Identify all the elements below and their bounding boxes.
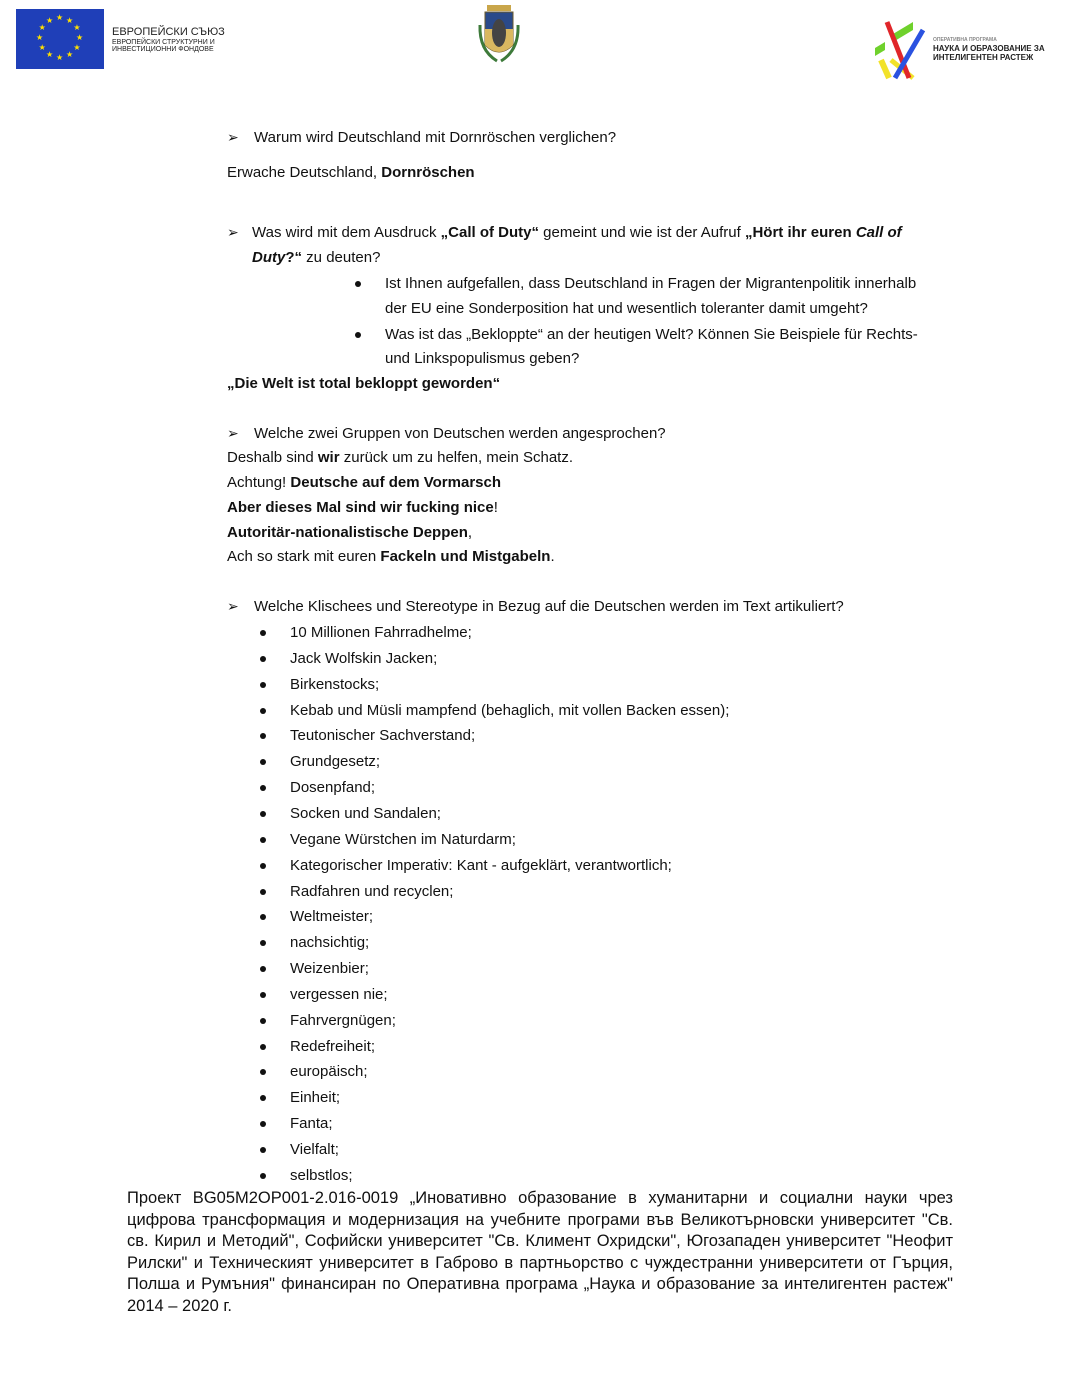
list-item: Teutonischer Sachverstand; [290, 727, 476, 745]
text-line [227, 448, 573, 468]
text-line [252, 248, 380, 268]
text-line [227, 547, 555, 567]
arrow-bullet-icon: ➢ [227, 224, 239, 240]
text-line [385, 349, 579, 369]
text-run: zurück um zu helfen, mein Schatz. [339, 449, 574, 466]
text-run: gemeint und wie ist der Aufruf [539, 224, 745, 241]
bullet-icon [260, 1147, 266, 1153]
list-item: 10 Millionen Fahrradhelme; [290, 624, 472, 641]
eu-star-icon: ★ [56, 13, 64, 22]
text-line [254, 424, 666, 444]
list-item: selbstlos; [290, 1166, 353, 1184]
list-item: Fanta; [290, 1115, 333, 1133]
eu-star-icon: ★ [38, 43, 46, 52]
bullet-icon [260, 889, 266, 895]
bullet-icon [260, 914, 266, 920]
list-item: Weizenbier; [290, 960, 369, 978]
text-line [385, 325, 918, 345]
operational-programme-logo [873, 20, 933, 80]
bullet-icon [260, 1069, 266, 1075]
text-run: Was ist das „Bekloppte“ an der heutigen Welt? Können Sie Beispiele für Rechts- [385, 326, 918, 343]
text-run: Deshalb sind [227, 449, 318, 466]
eu-flag-logo [16, 9, 104, 69]
text-run: zu deuten? [302, 249, 381, 266]
text-run: Was wird mit dem Ausdruck [252, 224, 441, 241]
text-run: „Hört ihr euren [744, 224, 856, 241]
bullet-icon [260, 966, 266, 972]
text-run: Ist Ihnen aufgefallen, dass Deutschland in Fragen der Migrantenpolitik innerhalb [385, 275, 917, 292]
list-item: Vegane Würstchen im Naturdarm; [290, 830, 516, 848]
bullet-icon [260, 733, 266, 739]
arrow-bullet-icon: ➢ [227, 598, 239, 614]
text-line [385, 274, 916, 294]
op-logo-small: ОПЕРАТИВНА ПРОГРАМА [933, 37, 997, 43]
list-item: Weltmeister; [290, 908, 374, 926]
bullet-icon [260, 1044, 266, 1050]
bullet-icon [260, 992, 266, 998]
text-run: Erwache Deutschland, [227, 164, 382, 181]
text-run: ! [493, 499, 498, 516]
list-item: nachsichtig; [290, 934, 370, 952]
list-item: Dosenpfand; [290, 779, 376, 797]
list-item: Kategorischer Imperativ: Kant - aufgeklärt, verantwortlich; [290, 856, 672, 874]
bullet-icon [260, 811, 266, 817]
text-run: Aber dieses Mal sind wir fucking nice [227, 499, 494, 516]
eu-star-icon: ★ [36, 33, 44, 42]
list-item: Jack Wolfskin Jacken; [290, 649, 438, 667]
op-logo-line2: ИНТЕЛИГЕНТЕН РАСТЕЖ [933, 53, 1034, 62]
arrow-bullet-icon: ➢ [227, 425, 239, 441]
bullet-icon [260, 630, 266, 636]
eu-star-icon: ★ [38, 23, 46, 32]
text-run: „Die Welt ist total bekloppt geworden“ [227, 375, 501, 392]
eu-star-icon: ★ [66, 50, 74, 60]
bullet-icon [260, 940, 266, 946]
list-item: Socken und Sandalen; [290, 804, 441, 822]
list-item: Einheit; [290, 1089, 341, 1107]
text-run: „Call of Duty“ [440, 224, 540, 241]
bullet-icon [260, 1095, 266, 1101]
eu-star-icon: ★ [73, 23, 81, 32]
text-run: Call of [855, 224, 902, 241]
list-item: Kebab und Müsli mampfend (behaglich, mit vollen Backen essen); [290, 701, 730, 719]
op-logo-line1: НАУКА И ОБРАЗОВАНИЕ ЗА [933, 44, 1045, 53]
text-run: der EU eine Sonderposition hat und wesentlich toleranter damit umgeht? [385, 300, 868, 317]
eu-logo-line1: ЕВРОПЕЙСКИ СТРУКТУРНИ И [112, 39, 215, 46]
list-item: Grundgesetz; [290, 753, 381, 771]
list-item: Radfahren und recyclen; [290, 882, 454, 900]
list-item: Fahrvergnügen; [290, 1011, 396, 1029]
text-run: Ach so stark mit euren [227, 548, 381, 565]
list-item: vergessen nie; [290, 985, 388, 1003]
text-run: Autoritär-nationalistische Deppen [227, 524, 468, 541]
text-line [385, 299, 868, 319]
arrow-bullet-icon: ➢ [227, 129, 239, 145]
eu-star-icon: ★ [73, 43, 81, 52]
project-footer: Проект BG05M2OP001-2.016-0019 „Иновативно образование в хуманитарни и социални науки чрез цифрова трансформация и модернизация на учебните програми във Великотърновски университет "Св. св. Кирил и Методий", Софийски университет "Св. Климент Охридски", Югозападен университет "Неофит Рилски" и Техническият университет в Габрово в партньорство с чуждестранни университети от Гърция, Полша и Румъния" финансиран по Оперативна програма „Наука и образование за интелигентен растеж" 2014 – 2020 г. [127, 1189, 953, 1315]
bullet-icon [260, 1018, 266, 1024]
text-run: Dornröschen [381, 164, 475, 181]
text-run: ?“ [285, 249, 303, 266]
text-run: Duty [252, 249, 286, 266]
list-item: europäisch; [290, 1063, 368, 1081]
text-line [254, 128, 616, 148]
text-line [227, 523, 472, 543]
text-run: und Linkspopulismus geben? [385, 350, 580, 367]
text-line [254, 597, 844, 617]
text-run: Fackeln und Mistgabeln [380, 548, 551, 565]
bullet-icon [260, 837, 266, 843]
list-item: Redefreiheit; [290, 1037, 376, 1055]
bullet-icon [260, 708, 266, 714]
bullet-icon [260, 759, 266, 765]
text-line [227, 163, 475, 183]
text-line [227, 498, 498, 518]
text-line [252, 223, 902, 243]
list-item: Birkenstocks; [290, 675, 380, 693]
list-item: Vielfalt; [290, 1141, 339, 1158]
bullet-icon [355, 281, 361, 287]
bullet-icon [260, 656, 266, 662]
text-run: Deutsche auf dem Vormarsch [290, 474, 502, 491]
eu-star-icon: ★ [76, 33, 84, 42]
text-line [227, 374, 500, 394]
text-run: Welche zwei Gruppen von Deutschen werden angesprochen? [254, 425, 666, 442]
eu-star-icon: ★ [56, 53, 64, 62]
text-run: Welche Klischees und Stereotype in Bezug auf die Deutschen werden im Text artikuliert? [254, 598, 844, 615]
bullet-icon [260, 863, 266, 869]
bullet-icon [260, 1121, 266, 1127]
bullet-icon [260, 1173, 266, 1179]
text-run: Warum wird Deutschland mit Dornröschen verglichen? [254, 129, 617, 146]
text-run: . [550, 548, 555, 565]
university-crest-logo [477, 5, 521, 63]
eu-logo-title: ЕВРОПЕЙСКИ СЪЮЗ [112, 26, 225, 38]
bullet-icon [260, 682, 266, 688]
bullet-icon [355, 332, 361, 338]
eu-logo-line2: ИНВЕСТИЦИОННИ ФОНДОВЕ [112, 46, 214, 53]
text-run: Achtung! [227, 474, 291, 491]
eu-star-icon: ★ [46, 15, 54, 25]
text-line [227, 473, 501, 493]
eu-star-icon: ★ [66, 15, 74, 25]
eu-star-icon: ★ [46, 50, 54, 60]
text-run: , [467, 524, 473, 541]
text-run: wir [317, 449, 340, 466]
bullet-icon [260, 785, 266, 791]
